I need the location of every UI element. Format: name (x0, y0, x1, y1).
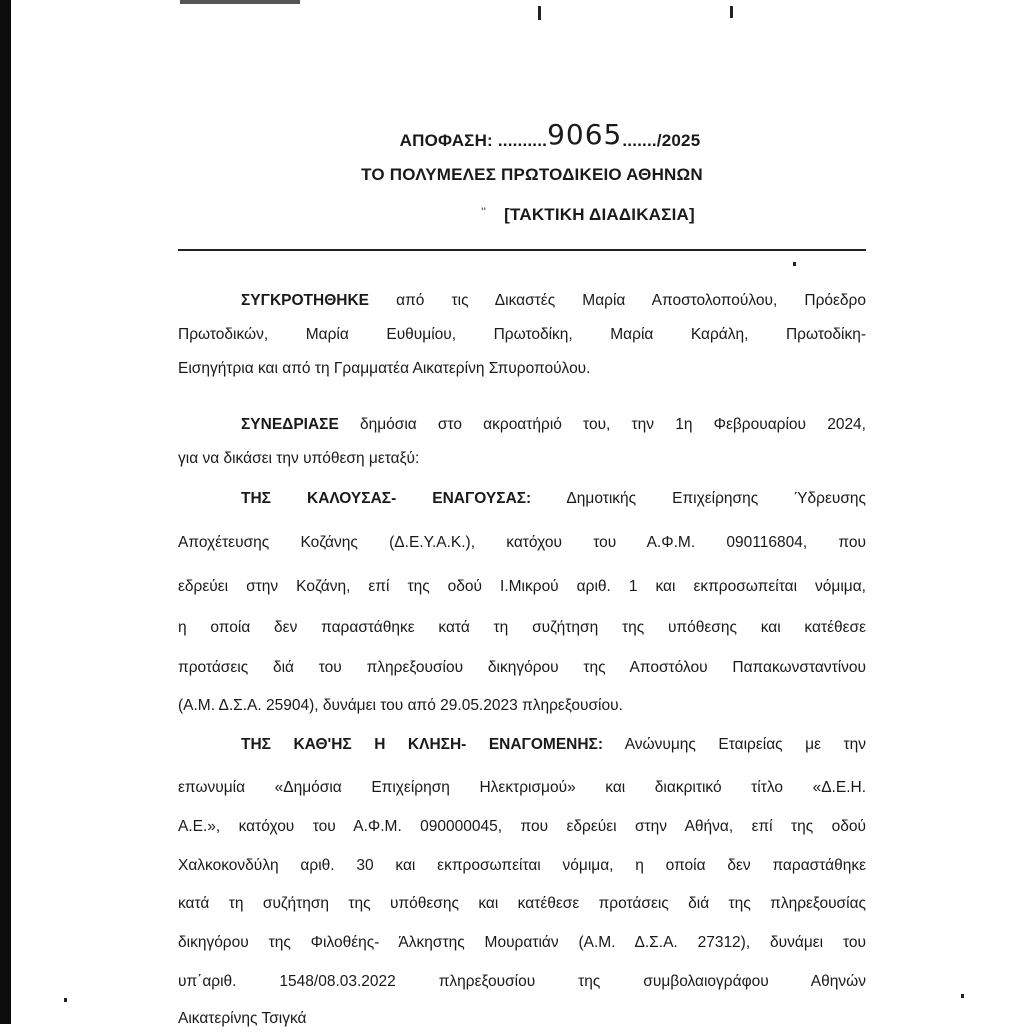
paragraph-session-line: για να δικάσει την υπόθεση μεταξύ: (178, 450, 420, 467)
decision-heading (38, 120, 1024, 153)
paragraph-plaintiff-line: εδρεύει στην Κοζάνη, επί της οδού Ι.Μικρού αριθ. 1 και εκπροσωπείται νόμιμα, (178, 578, 866, 595)
procedure-type: [ΤΑΚΤΙΚΗ ΔΙΑΔΙΚΑΣΙΑ] (504, 205, 695, 224)
paragraph-defendant-line: υπ΄αριθ. 1548/08.03.2022 πληρεξουσίου της συμβολαιογράφου Αθηνών (178, 973, 866, 990)
paragraph-plaintiff-line: (Α.Μ. Δ.Σ.Α. 25904), δυνάμει του από 29.05.2023 πληρεξουσίου. (178, 697, 623, 714)
paragraph-session-line (178, 408, 866, 442)
paragraph-defendant-line: επωνυμία «Δημόσια Επιχείρηση Ηλεκτρισμού» και διακριτικό τίτλο «Δ.Ε.Η. (178, 779, 866, 796)
scan-speck (961, 994, 964, 998)
plaintiff-text: Δημοτικής Επιχείρησης Ύδρευσης (531, 490, 866, 507)
procedure-heading (76, 205, 1024, 225)
paragraph-plaintiff-line: προτάσεις διά του πληρεξουσίου δικηγόρου της Αποστόλου Παπακωνσταντίνου (178, 659, 866, 676)
paragraph-defendant-line: δικηγόρου της Φιλοθέης- Άλκηστης Μουρατιάν (Α.Μ. Δ.Σ.Α. 27312), δυνάμει του (178, 934, 866, 951)
paragraph-defendant-line: Αικατερίνης Τσιγκά (178, 1010, 307, 1027)
paragraph-composition-line (178, 284, 866, 318)
paragraph-plaintiff-line: Αποχέτευσης Κοζάνης (Δ.Ε.Υ.Α.Κ.), κατόχου του Α.Φ.Μ. 090116804, που (178, 534, 866, 551)
scan-speck (64, 998, 67, 1002)
court-name: ΤΟ ΠΟΛΥΜΕΛΕΣ ΠΡΩΤΟΔΙΚΕΙΟ ΑΘΗΝΩΝ (361, 165, 703, 184)
paragraph-composition-line: Πρωτοδικών, Μαρία Ευθυμίου, Πρωτοδίκη, Μαρία Καράλη, Πρωτοδίκη- (178, 326, 866, 343)
paragraph-defendant-line: κατά τη συζήτηση της υπόθεσης και κατέθεσε προτάσεις διά της πληρεξουσίας (178, 895, 866, 912)
defendant-lead: ΤΗΣ ΚΑΘ'ΗΣ Η ΚΛΗΣΗ- ΕΝΑΓΟΜΕΝΗΣ: (241, 736, 604, 753)
scan-speck (793, 262, 796, 266)
procedure-mark: '' (481, 205, 487, 219)
header-divider (178, 249, 866, 251)
composition-lead: ΣΥΓΚΡΟΤΗΘΗΚΕ (241, 292, 369, 309)
composition-text: από τις Δικαστές Μαρία Αποστολοπούλου, Πρόεδρο (369, 292, 866, 309)
paragraph-plaintiff-line (178, 482, 866, 516)
session-lead: ΣΥΝΕΔΡΙΑΣΕ (241, 416, 339, 433)
scan-speck (538, 6, 541, 20)
paragraph-defendant-line (178, 728, 866, 762)
session-text: δημόσια στο ακροατήριό του, την 1η Φεβρουαρίου 2024, (338, 416, 866, 433)
paragraph-composition-line: Εισηγήτρια και από τη Γραμματέα Αικατερίνη Σπυροπούλου. (178, 360, 591, 377)
plaintiff-lead: ΤΗΣ ΚΑΛΟΥΣΑΣ- ΕΝΑΓΟΥΣΑΣ: (241, 490, 532, 507)
scan-top-mark (180, 0, 300, 4)
scan-left-edge (0, 0, 11, 1024)
scan-speck (730, 6, 733, 18)
paragraph-defendant-line: Α.Ε.», κατόχου του Α.Φ.Μ. 090000045, που εδρεύει στην Αθήνα, επί της οδού (178, 818, 866, 835)
decision-dots-right: ......./2025 (622, 131, 701, 150)
defendant-text: Ανώνυμης Εταιρείας με την (603, 736, 866, 753)
paragraph-plaintiff-line: η οποία δεν παραστάθηκε κατά τη συζήτηση της υπόθεσης και κατέθεσε (178, 619, 866, 636)
decision-label: ΑΠΟΦΑΣΗ: (399, 131, 498, 150)
paragraph-defendant-line: Χαλκοκονδύλη αριθ. 30 και εκπροσωπείται νόμιμα, η οποία δεν παραστάθηκε (178, 857, 866, 874)
decision-dots-left: .......... (497, 131, 548, 150)
decision-number-handwritten: 9065 (547, 118, 623, 151)
